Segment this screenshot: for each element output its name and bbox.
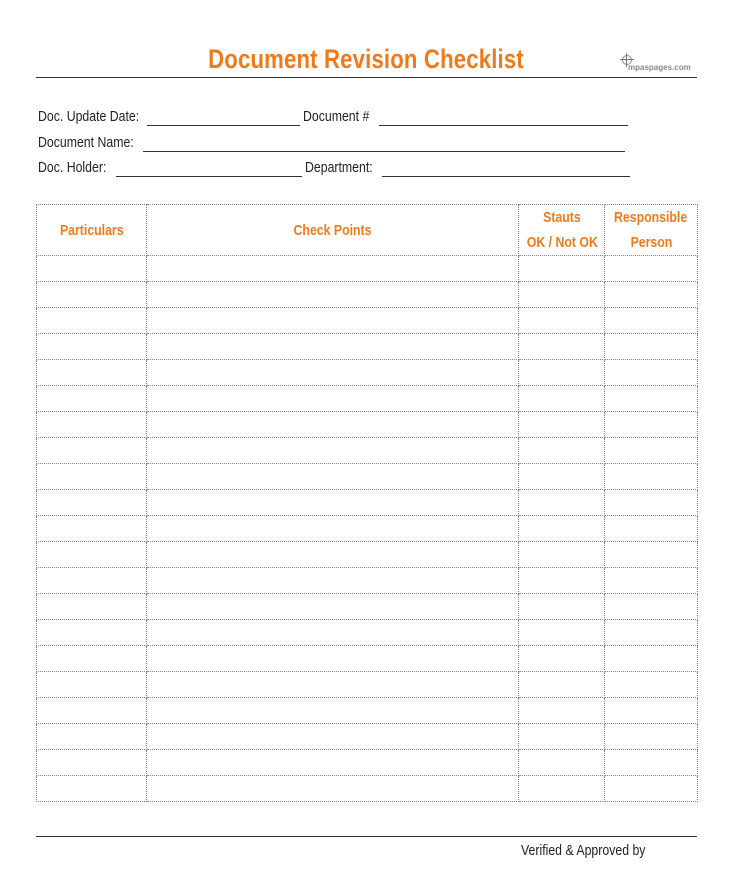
col-particulars: Particulars [37,205,147,256]
check-point-cell[interactable] [147,542,519,568]
check-point-cell[interactable] [147,360,519,386]
particulars-cell[interactable] [37,776,147,802]
status-cell[interactable] [519,542,605,568]
check-point-cell[interactable] [147,724,519,750]
col-responsible-person: Responsible Person [605,205,698,256]
document-name-field[interactable] [143,151,625,152]
check-point-cell[interactable] [147,776,519,802]
holder-field[interactable] [116,176,302,177]
responsible-cell[interactable] [605,672,698,698]
status-cell[interactable] [519,776,605,802]
table-row [37,698,698,724]
responsible-cell[interactable] [605,516,698,542]
responsible-cell[interactable] [605,620,698,646]
responsible-cell[interactable] [605,750,698,776]
status-cell[interactable] [519,360,605,386]
table-row [37,412,698,438]
status-cell[interactable] [519,672,605,698]
particulars-cell[interactable] [37,750,147,776]
table-row [37,542,698,568]
particulars-cell[interactable] [37,490,147,516]
document-no-field[interactable] [379,125,628,126]
particulars-cell[interactable] [37,282,147,308]
site-logo [620,53,700,75]
table-row [37,464,698,490]
table-header-row [37,205,698,256]
page-title: Document Revision Checklist [208,44,524,74]
check-point-cell[interactable] [147,308,519,334]
check-point-cell[interactable] [147,646,519,672]
document-no-label: Document # [303,108,370,125]
status-cell[interactable] [519,438,605,464]
table-row [37,386,698,412]
status-cell[interactable] [519,412,605,438]
check-point-cell[interactable] [147,386,519,412]
table-row [37,594,698,620]
status-cell[interactable] [519,334,605,360]
check-point-cell[interactable] [147,438,519,464]
table-row [37,672,698,698]
update-date-label: Doc. Update Date: [38,108,140,125]
particulars-cell[interactable] [37,724,147,750]
logo-text: mpaspages.com [628,63,691,72]
check-point-cell[interactable] [147,490,519,516]
signature-rule [36,836,697,837]
status-cell[interactable] [519,464,605,490]
status-cell[interactable] [519,568,605,594]
table-row [37,646,698,672]
table-row [37,282,698,308]
check-point-cell[interactable] [147,412,519,438]
check-point-cell[interactable] [147,568,519,594]
status-cell[interactable] [519,282,605,308]
table-row [37,308,698,334]
responsible-cell[interactable] [605,490,698,516]
table-row [37,568,698,594]
status-cell[interactable] [519,256,605,282]
status-cell[interactable] [519,386,605,412]
table-row [37,516,698,542]
title-rule [36,77,697,78]
particulars-cell[interactable] [37,386,147,412]
update-date-field[interactable] [147,125,300,126]
responsible-cell[interactable] [605,646,698,672]
check-point-cell[interactable] [147,516,519,542]
responsible-cell[interactable] [605,464,698,490]
responsible-cell[interactable] [605,412,698,438]
table-row [37,438,698,464]
particulars-cell[interactable] [37,438,147,464]
particulars-cell[interactable] [37,334,147,360]
holder-label: Doc. Holder: [38,159,107,176]
table-row [37,620,698,646]
verified-approved-label: Verified & Approved by [521,842,646,859]
particulars-cell[interactable] [37,412,147,438]
particulars-cell[interactable] [37,516,147,542]
status-cell[interactable] [519,594,605,620]
check-point-cell[interactable] [147,256,519,282]
particulars-cell[interactable] [37,672,147,698]
particulars-cell[interactable] [37,568,147,594]
status-cell[interactable] [519,750,605,776]
responsible-cell[interactable] [605,282,698,308]
check-point-cell[interactable] [147,334,519,360]
table-row [37,724,698,750]
table-row [37,360,698,386]
department-label: Department: [305,159,373,176]
responsible-cell[interactable] [605,568,698,594]
particulars-cell[interactable] [37,620,147,646]
status-cell[interactable] [519,698,605,724]
check-point-cell[interactable] [147,464,519,490]
check-point-cell[interactable] [147,594,519,620]
check-point-cell[interactable] [147,698,519,724]
particulars-cell[interactable] [37,542,147,568]
document-name-label: Document Name: [38,134,134,151]
responsible-cell[interactable] [605,542,698,568]
status-cell[interactable] [519,724,605,750]
table-row [37,256,698,282]
responsible-cell[interactable] [605,308,698,334]
status-cell[interactable] [519,516,605,542]
particulars-cell[interactable] [37,360,147,386]
table-row [37,776,698,802]
responsible-cell[interactable] [605,438,698,464]
responsible-cell[interactable] [605,334,698,360]
check-point-cell[interactable] [147,282,519,308]
responsible-cell[interactable] [605,724,698,750]
particulars-cell[interactable] [37,464,147,490]
responsible-cell[interactable] [605,386,698,412]
particulars-cell[interactable] [37,256,147,282]
particulars-cell[interactable] [37,646,147,672]
checklist-table [36,204,698,802]
status-cell[interactable] [519,620,605,646]
responsible-cell[interactable] [605,776,698,802]
particulars-cell[interactable] [37,308,147,334]
particulars-cell[interactable] [37,698,147,724]
responsible-cell[interactable] [605,256,698,282]
check-point-cell[interactable] [147,750,519,776]
col-status: Stauts OK / Not OK [519,205,605,256]
responsible-cell[interactable] [605,360,698,386]
status-cell[interactable] [519,490,605,516]
check-point-cell[interactable] [147,672,519,698]
table-row [37,750,698,776]
status-cell[interactable] [519,646,605,672]
department-field[interactable] [382,176,630,177]
col-check-points: Check Points [147,205,519,256]
responsible-cell[interactable] [605,594,698,620]
particulars-cell[interactable] [37,594,147,620]
table-row [37,490,698,516]
status-cell[interactable] [519,308,605,334]
check-point-cell[interactable] [147,620,519,646]
table-row [37,334,698,360]
responsible-cell[interactable] [605,698,698,724]
